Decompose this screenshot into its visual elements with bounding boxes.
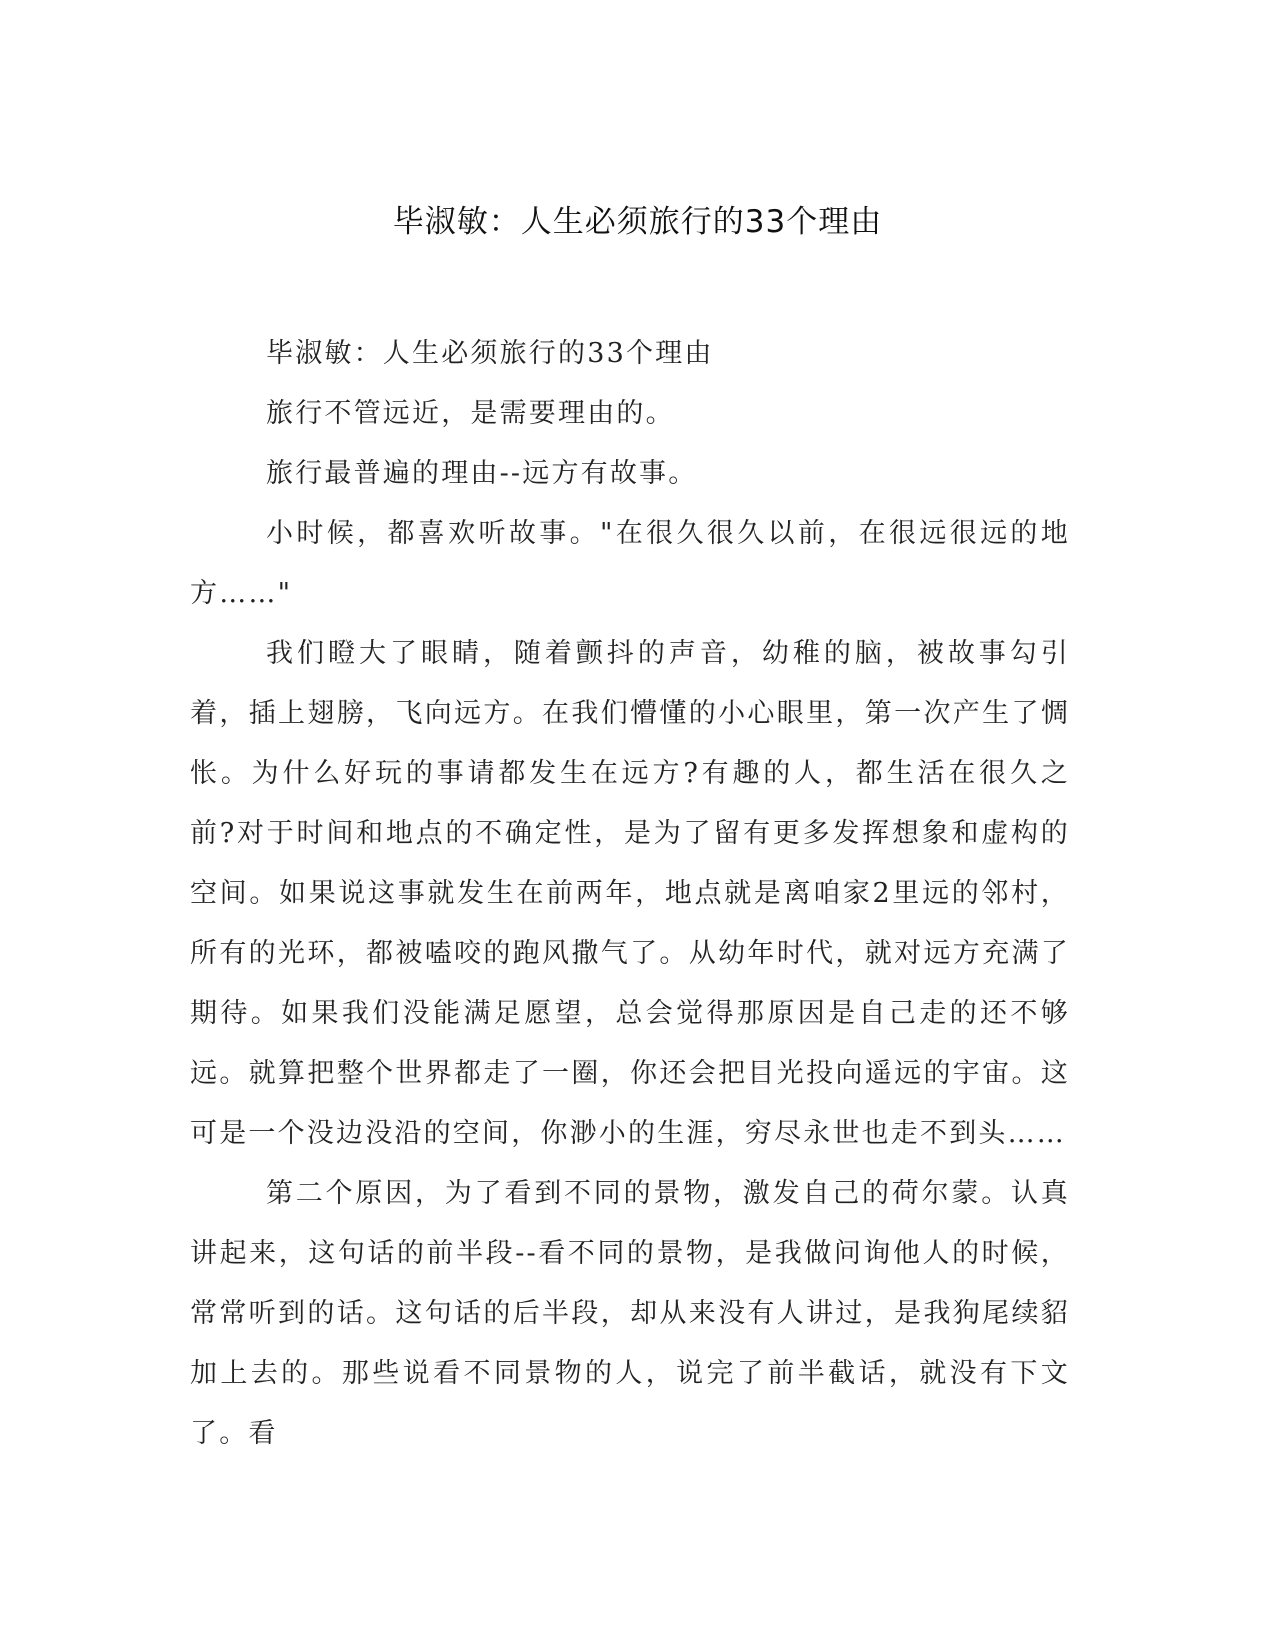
paragraph: 旅行最普遍的理由--远方有故事。 xyxy=(266,458,698,489)
paragraph: 第二个原因，为了看到不同的景物，激发自己的荷尔蒙。认真讲起来，这句话的前半段--看不同的景物，是我做问询他人的时候，常常听到的话。这句话的后半段，却从来没有人讲过，是我狗尾续貂加上去的。那些说看不同景物的人，说完了前半截话，就没有下文了。看 xyxy=(190,1178,1070,1449)
document-title: 毕淑敏：人生必须旅行的33个理由 xyxy=(392,204,883,240)
document-body xyxy=(190,324,1070,1464)
paragraph-subtitle: 毕淑敏：人生必须旅行的33个理由 xyxy=(266,338,714,369)
paragraph: 旅行不管远近，是需要理由的。 xyxy=(266,398,675,429)
paragraph: 小时候，都喜欢听故事。"在很久很久以前，在很远很远的地方……" xyxy=(190,518,1070,609)
paragraph: 我们瞪大了眼睛，随着颤抖的声音，幼稚的脑，被故事勾引着，插上翅膀，飞向远方。在我们懵懂的小心眼里，第一次产生了惆怅。为什么好玩的事请都发生在远方?有趣的人，都生活在很久之前?对于时间和地点的不确定性，是为了留有更多发挥想象和虚构的空间。如果说这事就发生在前两年，地点就是离咱家2里远的邻村，所有的光环，都被嗑咬的跑风撒气了。从幼年时代，就对远方充满了期待。如果我们没能满足愿望，总会觉得那原因是自己走的还不够远。就算把整个世界都走了一圈，你还会把目光投向遥远的宇宙。这可是一个没边没沿的空间，你渺小的生涯，穷尽永世也走不到头…… xyxy=(190,638,1070,1149)
